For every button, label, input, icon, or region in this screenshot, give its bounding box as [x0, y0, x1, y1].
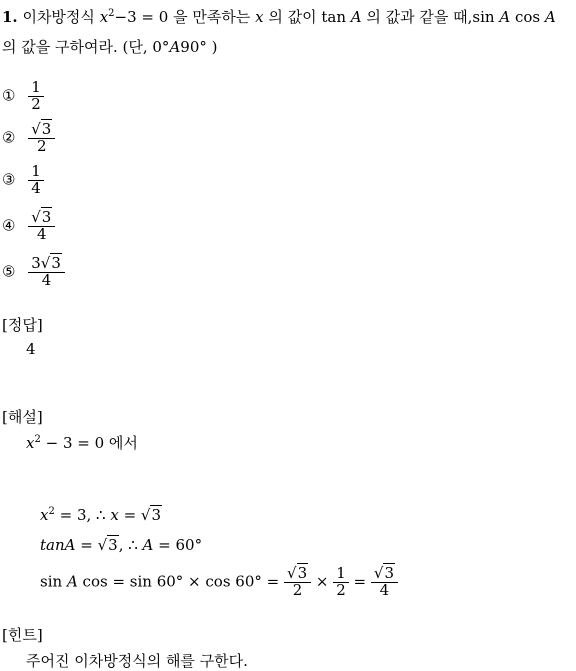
solution-step-3: sin A cos = sin 60° × cos 60° = $\frac{√3}{2}$ × $\frac{1}{2}$ = $\frac{√3}{4}$ [40, 566, 398, 599]
option-4[interactable]: ④ $\frac{√3}{4}$ [2, 210, 55, 243]
hint-label: [힌트] [2, 626, 43, 644]
question-line-1: 1. 이차방정식 $x^2-3 = 0$ 을 만족하는 x 의 값이 tan A 의 값과 같을 때,sin A cos A [2, 8, 556, 26]
option-3[interactable]: ③ $\frac{1}{4}$ [2, 164, 44, 197]
fraction: $\frac{√3}{2}$ [28, 122, 55, 155]
fraction: $\frac{1}{2}$ [28, 80, 44, 113]
fraction: $\frac{√3}{2}$ [284, 566, 311, 599]
option-5[interactable]: ⑤ $\frac{3√3}{4}$ [2, 256, 65, 289]
question-line-2: 의 값을 구하여라. (단, 0°A90° ) [2, 38, 218, 56]
fraction: $\frac{√3}{4}$ [371, 566, 398, 599]
fraction: $\frac{3√3}{4}$ [28, 256, 65, 289]
answer-value: 4 [26, 340, 36, 358]
solution-step-1: $x^2 = 3$, ∴ x = √3 [40, 506, 162, 524]
solution-step-2: tanA = √3, ∴ A = 60° [40, 536, 203, 554]
hint-text: 주어진 이차방정식의 해를 구한다. [26, 652, 248, 670]
question-number: 1. [2, 8, 18, 26]
answer-label: [정답] [2, 316, 43, 334]
fraction: $\frac{1}{2}$ [333, 566, 349, 599]
option-2[interactable]: ② $\frac{√3}{2}$ [2, 122, 55, 155]
fraction: $\frac{√3}{4}$ [28, 210, 55, 243]
solution-label: [해설] [2, 408, 43, 426]
solution-line-1: $x^2 - 3 = 0$ 에서 [26, 434, 138, 452]
option-1[interactable]: ① $\frac{1}{2}$ [2, 80, 44, 113]
fraction: $\frac{1}{4}$ [28, 164, 44, 197]
